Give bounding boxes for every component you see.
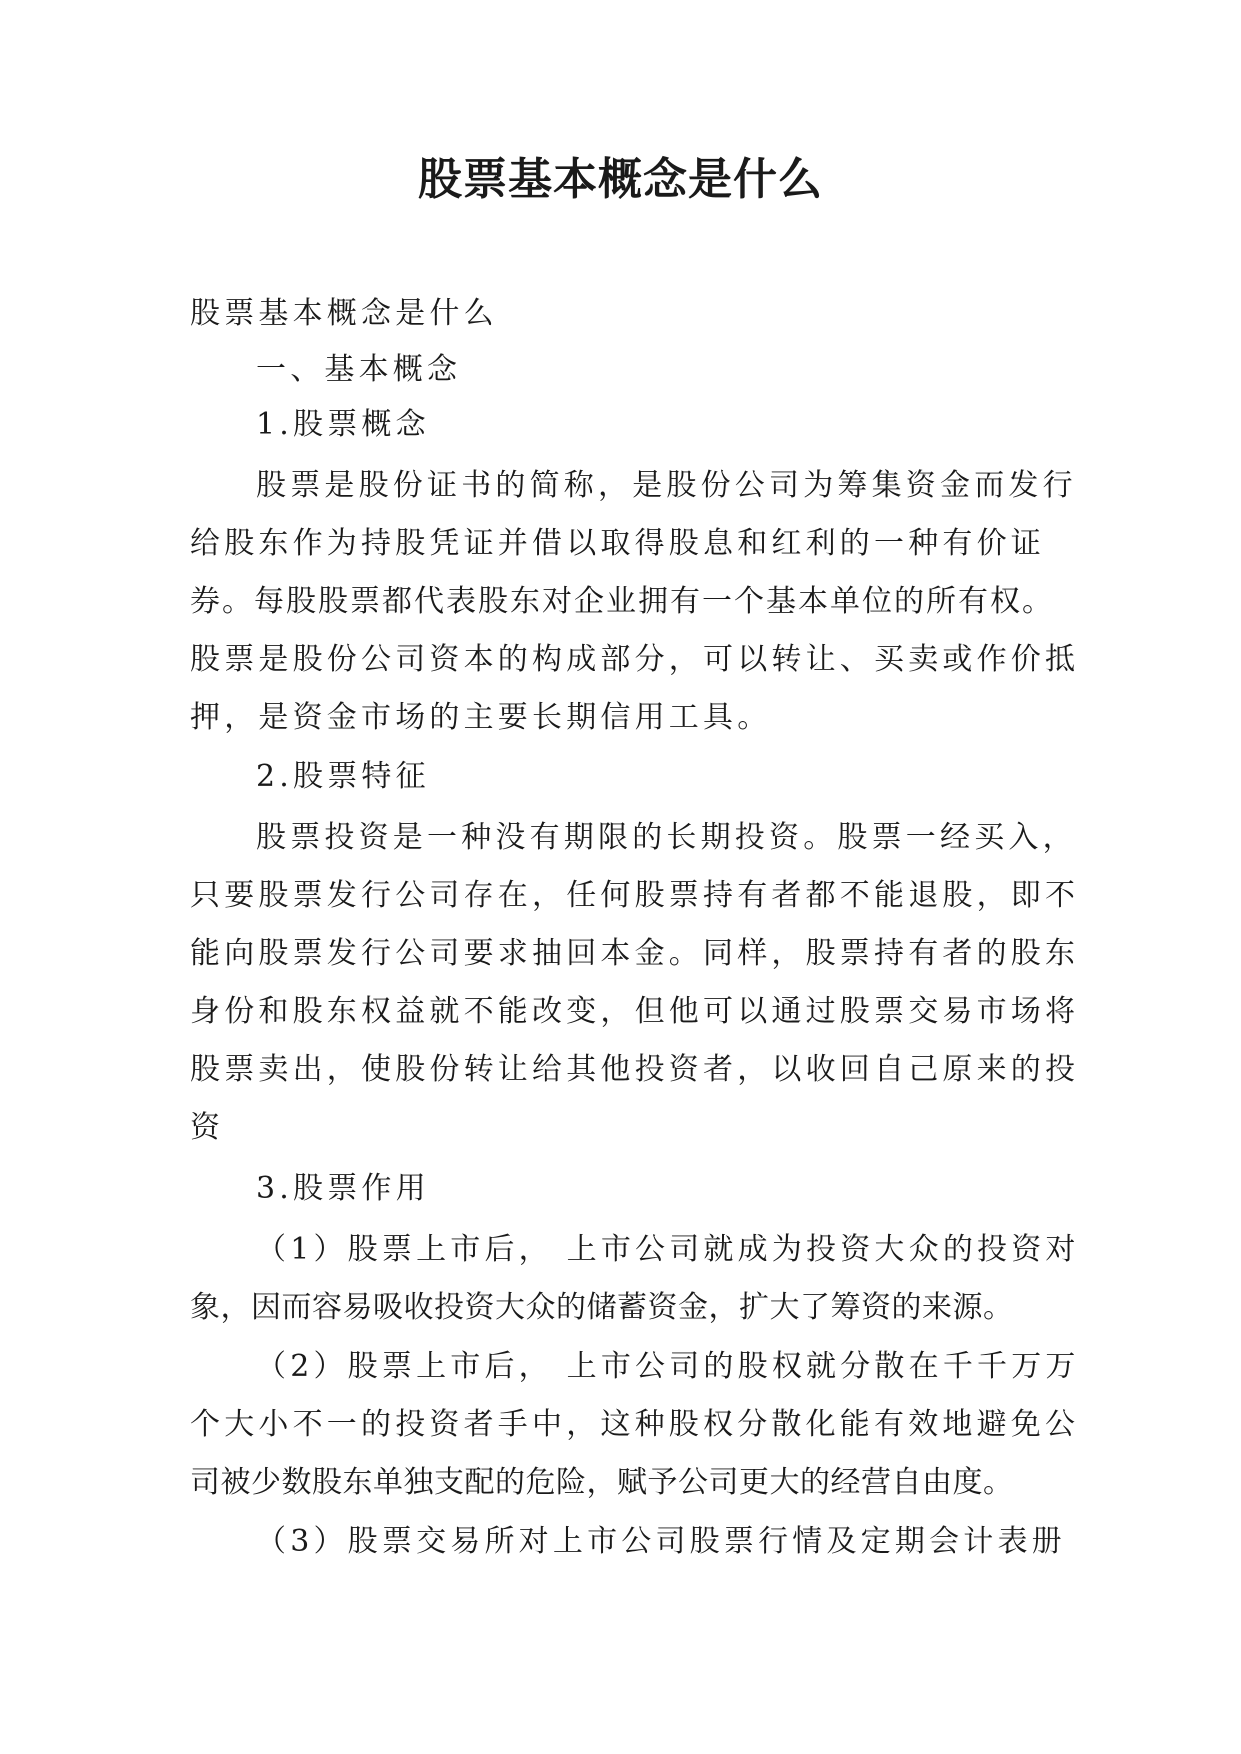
paragraph-line: 能向股票发行公司要求抽回本金。同样，股票持有者的股东 — [190, 936, 1080, 971]
paragraph-line: 个大小不一的投资者手中，这种股权分散化能有效地避免公 — [190, 1407, 1080, 1442]
intro-heading: 股票基本概念是什么 — [190, 296, 498, 331]
paragraph-line: （3）股票交易所对上市公司股票行情及定期会计表册 — [256, 1524, 1066, 1559]
subsection-heading: 2.股票特征 — [256, 759, 430, 794]
paragraph-line: 象，因而容易吸收投资大众的储蓄资金，扩大了筹资的来源。 — [190, 1290, 1014, 1325]
paragraph-line: 股票卖出，使股份转让给其他投资者，以收回自己原来的投 — [190, 1052, 1080, 1087]
paragraph-line: 券。每股股票都代表股东对企业拥有一个基本单位的所有权。 — [190, 584, 1054, 619]
paragraph-line: 股票是股份证书的简称，是股份公司为筹集资金而发行 — [256, 468, 1077, 503]
document-title: 股票基本概念是什么 — [418, 154, 823, 205]
paragraph-line: 资 — [190, 1110, 225, 1145]
paragraph-line: 给股东作为持股凭证并借以取得股息和红利的一种有价证 — [190, 526, 1045, 561]
paragraph-line: 押，是资金市场的主要长期信用工具。 — [190, 700, 772, 735]
paragraph-line: 身份和股东权益就不能改变，但他可以通过股票交易市场将 — [190, 994, 1080, 1029]
paragraph-line: 股票是股份公司资本的构成部分，可以转让、买卖或作价抵 — [190, 642, 1080, 677]
paragraph-line: 股票投资是一种没有期限的长期投资。股票一经买入， — [256, 820, 1077, 855]
section-heading: 一、基本概念 — [256, 352, 462, 387]
subsection-heading: 3.股票作用 — [256, 1171, 430, 1206]
paragraph-line: 司被少数股东单独支配的危险，赋予公司更大的经营自由度。 — [190, 1465, 1014, 1500]
paragraph-line: （1）股票上市后， 上市公司就成为投资大众的投资对 — [256, 1232, 1080, 1267]
subsection-heading: 1.股票概念 — [256, 407, 430, 442]
paragraph-line: 只要股票发行公司存在，任何股票持有者都不能退股，即不 — [190, 878, 1080, 913]
paragraph-line: （2）股票上市后， 上市公司的股权就分散在千千万万 — [256, 1349, 1080, 1384]
